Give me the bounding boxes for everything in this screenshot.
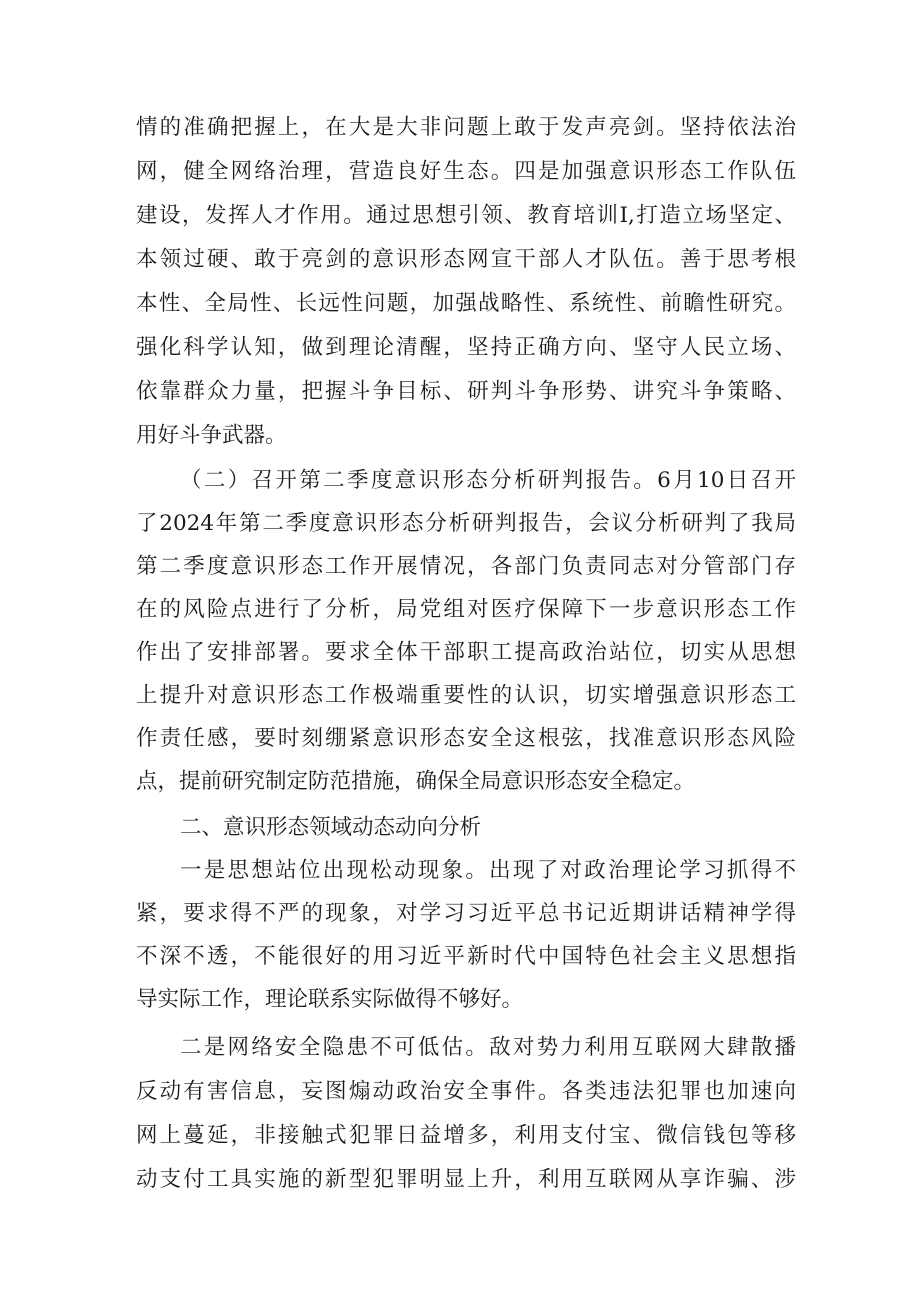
text-line: 二是网络安全隐患不可低估。敌对势力利用互联网大肆散播 <box>180 1035 796 1060</box>
text-line: 上提升对意识形态工作极端重要性的认识，切实增强意识形态工 <box>136 683 796 708</box>
text-line: 了2024年第二季度意识形态分析研判报告，会议分析研判了我局 <box>136 511 796 536</box>
text-line: 点，提前研究制定防范措施，确保全局意识形态安全稳定。 <box>136 769 696 794</box>
text-line: 紧，要求得不严的现象，对学习习近平总书记近期讲话精神学得 <box>136 901 796 926</box>
text-line: 网上蔓延，非接触式犯罪日益增多，利用支付宝、微信钱包等移 <box>136 1123 796 1148</box>
text-line: 强化科学认知，做到理论清醒，坚持正确方向、坚守人民立场、 <box>136 335 796 360</box>
section-heading: 二、意识形态领域动态动向分析 <box>180 815 482 840</box>
text-line: 动支付工具实施的新型犯罪明显上升，利用互联网从享诈骗、涉 <box>136 1167 796 1192</box>
text-line: 作出了安排部署。要求全体干部职工提高政治站位，切实从思想 <box>136 640 796 665</box>
text-line: 作责任感，要时刻绷紧意识形态安全这根弦，找准意识形态风险 <box>136 726 796 751</box>
text-line: 不深不透，不能很好的用习近平新时代中国特色社会主义思想指 <box>136 944 796 969</box>
text-line: 一是思想站位出现松动现象。出现了对政治理论学习抓得不 <box>180 858 796 883</box>
text-line: 情的准确把握上，在大是大非问题上敢于发声亮剑。坚持依法治 <box>136 115 796 140</box>
text-line: 导实际工作，理论联系实际做得不够好。 <box>136 987 524 1012</box>
text-line: 建设，发挥人才作用。通过思想引领、教育培训I,打造立场坚定、 <box>136 203 796 228</box>
text-line: 本领过硬、敢于亮剑的意识形态网宣干部人才队伍。善于思考根 <box>136 247 796 272</box>
text-line: 用好斗争武器。 <box>136 423 287 448</box>
text-line: 依靠群众力量，把握斗争目标、研判斗争形势、讲究斗争策略、 <box>136 379 796 404</box>
text-line: 本性、全局性、长远性问题，加强战略性、系统性、前瞻性研究。 <box>136 291 796 316</box>
text-line: 第二季度意识形态工作开展情况，各部门负责同志对分管部门存 <box>136 554 796 579</box>
text-line: 网，健全网络治理，营造良好生态。四是加强意识形态工作队伍 <box>136 159 796 184</box>
text-line: （二）召开第二季度意识形态分析研判报告。6月10日召开 <box>180 468 796 493</box>
text-line: 反动有害信息，妄图煽动政治安全事件。各类违法犯罪也加速向 <box>136 1079 796 1104</box>
text-line: 在的风险点进行了分析，局党组对医疗保障下一步意识形态工作 <box>136 597 796 622</box>
